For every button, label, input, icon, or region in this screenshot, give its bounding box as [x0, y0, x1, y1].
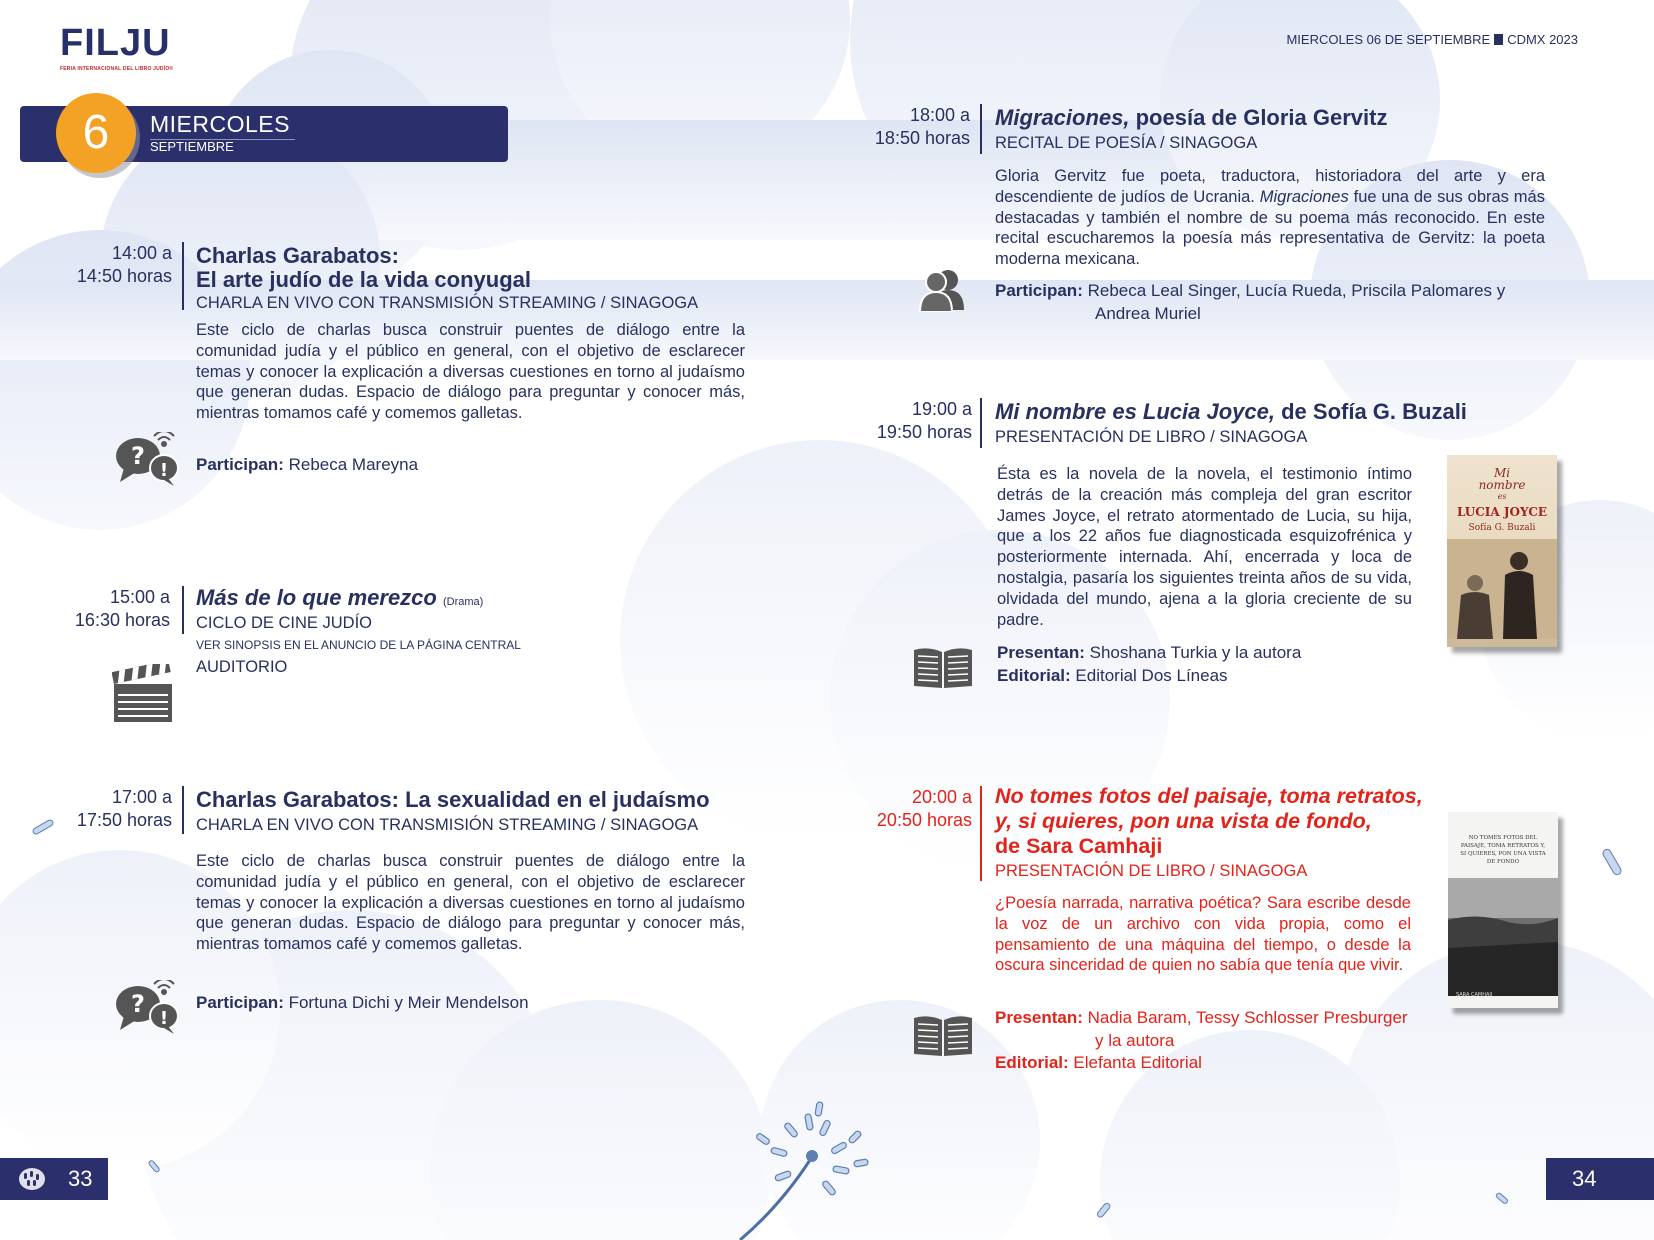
cover-author: SARA CAMHAJI: [1456, 992, 1493, 998]
page-number-right: [1546, 1158, 1654, 1200]
chat-question-icon: [114, 432, 182, 488]
cover-title: LUCIA JOYCE: [1456, 505, 1548, 519]
time-start: 20:00 a: [911, 787, 972, 807]
time-end: 20:50 horas: [876, 810, 972, 830]
event-time: [60, 786, 172, 832]
presenters-names: y la autora: [1095, 1030, 1175, 1050]
title-note: (Drama): [442, 596, 484, 608]
title-line: El arte judío de la vida conyugal: [196, 267, 531, 292]
page-number-left: [0, 1158, 108, 1200]
event-category: RECITAL DE POESÍA / SINAGOGA: [995, 134, 1258, 152]
presenters-names: Shoshana Turkia y la autora: [1089, 643, 1302, 662]
event-presenters: [997, 642, 1301, 687]
time-end: 19:50 horas: [876, 422, 972, 442]
publisher-label: Editorial:: [995, 1053, 1069, 1072]
page-number-text: 33: [68, 1166, 93, 1191]
presenters-label: Presentan:: [997, 643, 1085, 662]
square-icon: [1494, 34, 1503, 45]
seeds-icon: [18, 1167, 46, 1191]
book-cover-no-tomes-fotos[interactable]: [1448, 812, 1558, 1008]
open-book-icon: [912, 1012, 974, 1058]
participants-names: Rebeca Leal Singer, Lucía Rueda, Priscila Palomares y: [1087, 281, 1506, 300]
event-time: [860, 104, 970, 150]
day-name: MIERCOLES: [150, 111, 295, 140]
event-divider: [980, 786, 982, 881]
time-start: 14:00 a: [111, 243, 172, 263]
event-description: Este ciclo de charlas busca construir puentes de diálogo entre la comunidad judía y el público en general, con el objetivo de esclarecer temas y conocer la explicación a diversas cuestiones en torno al judaísmo que generan dudas. Espacio de diálogo para preguntar y conocer más, mientras tomamos café y comemos galletas.: [196, 321, 745, 423]
event-title[interactable]: [196, 244, 756, 292]
event-category: PRESENTACIÓN DE LIBRO / SINAGOGA: [995, 428, 1308, 446]
participants-label: Participan:: [995, 281, 1083, 300]
cover-photo: [1448, 878, 1558, 996]
event-description: ¿Poesía narrada, narrativa poética? Sara escribe desde la voz de un archivo con vida propia, como el pensamiento de una máquina del tiempo, o desde la oscura sinceridad de quien no sabía que tenía que vivir.: [995, 894, 1411, 975]
description-italic: Migraciones: [1259, 187, 1349, 206]
header-date-city: CDMX 2023: [1507, 32, 1578, 47]
event-divider: [980, 398, 982, 448]
seed-decoration: [30, 816, 56, 838]
event-participants: [995, 280, 1555, 325]
event-title[interactable]: [196, 586, 756, 614]
logo-tagline: FERIA INTERNACIONAL DEL LIBRO JUDÍO®: [60, 66, 174, 72]
filju-logo[interactable]: [60, 24, 173, 72]
event-divider: [182, 786, 184, 834]
event-presenters: [995, 1007, 1408, 1075]
publisher-label: Editorial:: [997, 665, 1071, 685]
book-cover-lucia-joyce[interactable]: [1447, 455, 1557, 647]
event-category: PRESENTACIÓN DE LIBRO / SINAGOGA: [995, 862, 1308, 880]
participants-label: Participan:: [196, 455, 284, 474]
title-rest: poesía de Gloria Gervitz: [1135, 105, 1388, 130]
event-time: [860, 398, 972, 444]
event-title[interactable]: [995, 106, 1615, 130]
title-line: Charlas Garabatos:: [196, 243, 399, 268]
logo-wordmark: FILJU: [60, 22, 171, 64]
seed-decoration: [1494, 1190, 1512, 1208]
event-title[interactable]: Charlas Garabatos: La sexualidad en el judaísmo: [196, 787, 710, 812]
chat-question-icon: [114, 980, 182, 1036]
event-time: [60, 242, 172, 288]
description-text: fue una de sus obras más destacadas y también el nombre de su poema más reconocido. En este recital escucharemos la poesía más representativa de Gervitz: la poeta moderna mexicana.: [995, 187, 1545, 269]
clapperboard-icon: [112, 664, 174, 724]
presenters-label: Presentan:: [995, 1008, 1083, 1027]
event-description: [995, 166, 1545, 270]
participants-names: Rebeca Mareyna: [288, 455, 419, 474]
participants-label: Participan:: [196, 993, 284, 1012]
publisher-name: Editorial Dos Líneas: [1075, 665, 1228, 685]
event-participants: [196, 992, 529, 1015]
title-italic: Mi nombre es Lucia Joyce,: [995, 399, 1275, 424]
event-time: [60, 586, 170, 632]
time-start: 19:00 a: [911, 399, 972, 419]
event-category: CHARLA EN VIVO CON TRANSMISIÓN STREAMING / SINAGOGA: [196, 816, 699, 834]
time-end: 18:50 horas: [874, 128, 970, 148]
page-number-text: 34: [1572, 1166, 1597, 1191]
day-month: SEPTIEMBRE: [150, 139, 234, 154]
event-category: CICLO DE CINE JUDÍO: [196, 614, 373, 632]
time-end: 14:50 horas: [76, 266, 172, 286]
event-divider: [980, 104, 982, 154]
open-book-icon: [912, 644, 974, 690]
description-text: Gloria Gervitz fue poeta, traductora, historiadora del arte y era descendiente de judíos de Ucrania.: [995, 167, 1545, 206]
title-line: y, si quieres, pon una vista de fondo,: [995, 809, 1372, 833]
cover-photo: [1447, 539, 1557, 639]
participants-names: Fortuna Dichi y Meir Mendelson: [288, 993, 529, 1012]
svg-text:?: ?: [131, 442, 145, 470]
title-line: No tomes fotos del paisaje, toma retratos,: [995, 784, 1423, 808]
event-note: VER SINOPSIS EN EL ANUNCIO DE LA PÁGINA CENTRAL: [196, 638, 521, 652]
cover-text: Mi: [1493, 466, 1511, 480]
seed-decoration: [146, 1158, 164, 1176]
event-description: Este ciclo de charlas busca construir puentes de diálogo entre la comunidad judía y el público en general, con el objetivo de esclarecer temas y conocer la explicación a diversas cuestiones en torno al judaísmo que generan dudas. Espacio de diálogo para preguntar y conocer más, mientras tomamos café y comemos galletas.: [196, 852, 745, 954]
title-italic: Migraciones,: [995, 105, 1130, 130]
participants-names: Andrea Muriel: [1095, 303, 1201, 323]
title-rest: de Sofía G. Buzali: [1281, 399, 1467, 424]
publisher-name: Elefanta Editorial: [1073, 1053, 1202, 1072]
day-number: 6: [56, 93, 136, 173]
event-divider: [182, 586, 184, 634]
time-start: 18:00 a: [909, 105, 970, 125]
people-icon: [918, 268, 966, 312]
cover-text: es: [1497, 492, 1507, 501]
svg-text:!: !: [159, 460, 169, 481]
cover-text: nombre: [1478, 478, 1526, 492]
title-text: Más de lo que merezco: [196, 585, 437, 610]
svg-text:!: !: [159, 1008, 169, 1029]
event-participants: [196, 454, 418, 477]
event-venue: AUDITORIO: [196, 658, 288, 676]
event-divider: [182, 242, 184, 310]
time-end: 17:50 horas: [76, 810, 172, 830]
cover-title: NO TOMES FOTOS DEL PAISAJE, TOMA RETRATOS Y, SI QUIERES, PON UNA VISTA DE FONDO: [1460, 835, 1546, 865]
seed-decoration: [1092, 1200, 1114, 1222]
dandelion-decoration: [720, 1096, 900, 1240]
svg-text:?: ?: [131, 990, 145, 1018]
presenters-names: Nadia Baram, Tessy Schlosser Presburger: [1087, 1008, 1408, 1027]
event-description: Ésta es la novela de la novela, el testimonio íntimo detrás de la creación más compleja del gran escritor James Joyce, el retrato atormentado de Lucia, su hija, que a los 22 años fue diagnosticada esquizofrénica y posteriormente internada. Ahí, encerrada y loca de nostalgia, pasaría los siguientes treinta años de su vida, olvidada del mundo, ajena a la gloria creciente de su padre.: [997, 465, 1412, 629]
event-title[interactable]: [995, 400, 1635, 424]
time-start: 15:00 a: [109, 587, 170, 607]
title-line: de Sara Camhaji: [995, 834, 1163, 858]
seed-decoration: [1600, 846, 1626, 880]
header-date-day: MIERCOLES 06 DE SEPTIEMBRE: [1286, 32, 1491, 47]
event-time: [860, 786, 972, 832]
event-category: CHARLA EN VIVO CON TRANSMISIÓN STREAMING / SINAGOGA: [196, 294, 699, 312]
time-start: 17:00 a: [111, 787, 172, 807]
cover-author: Sofía G. Buzali: [1468, 523, 1536, 533]
header-date: [1286, 32, 1578, 47]
time-end: 16:30 horas: [74, 610, 170, 630]
